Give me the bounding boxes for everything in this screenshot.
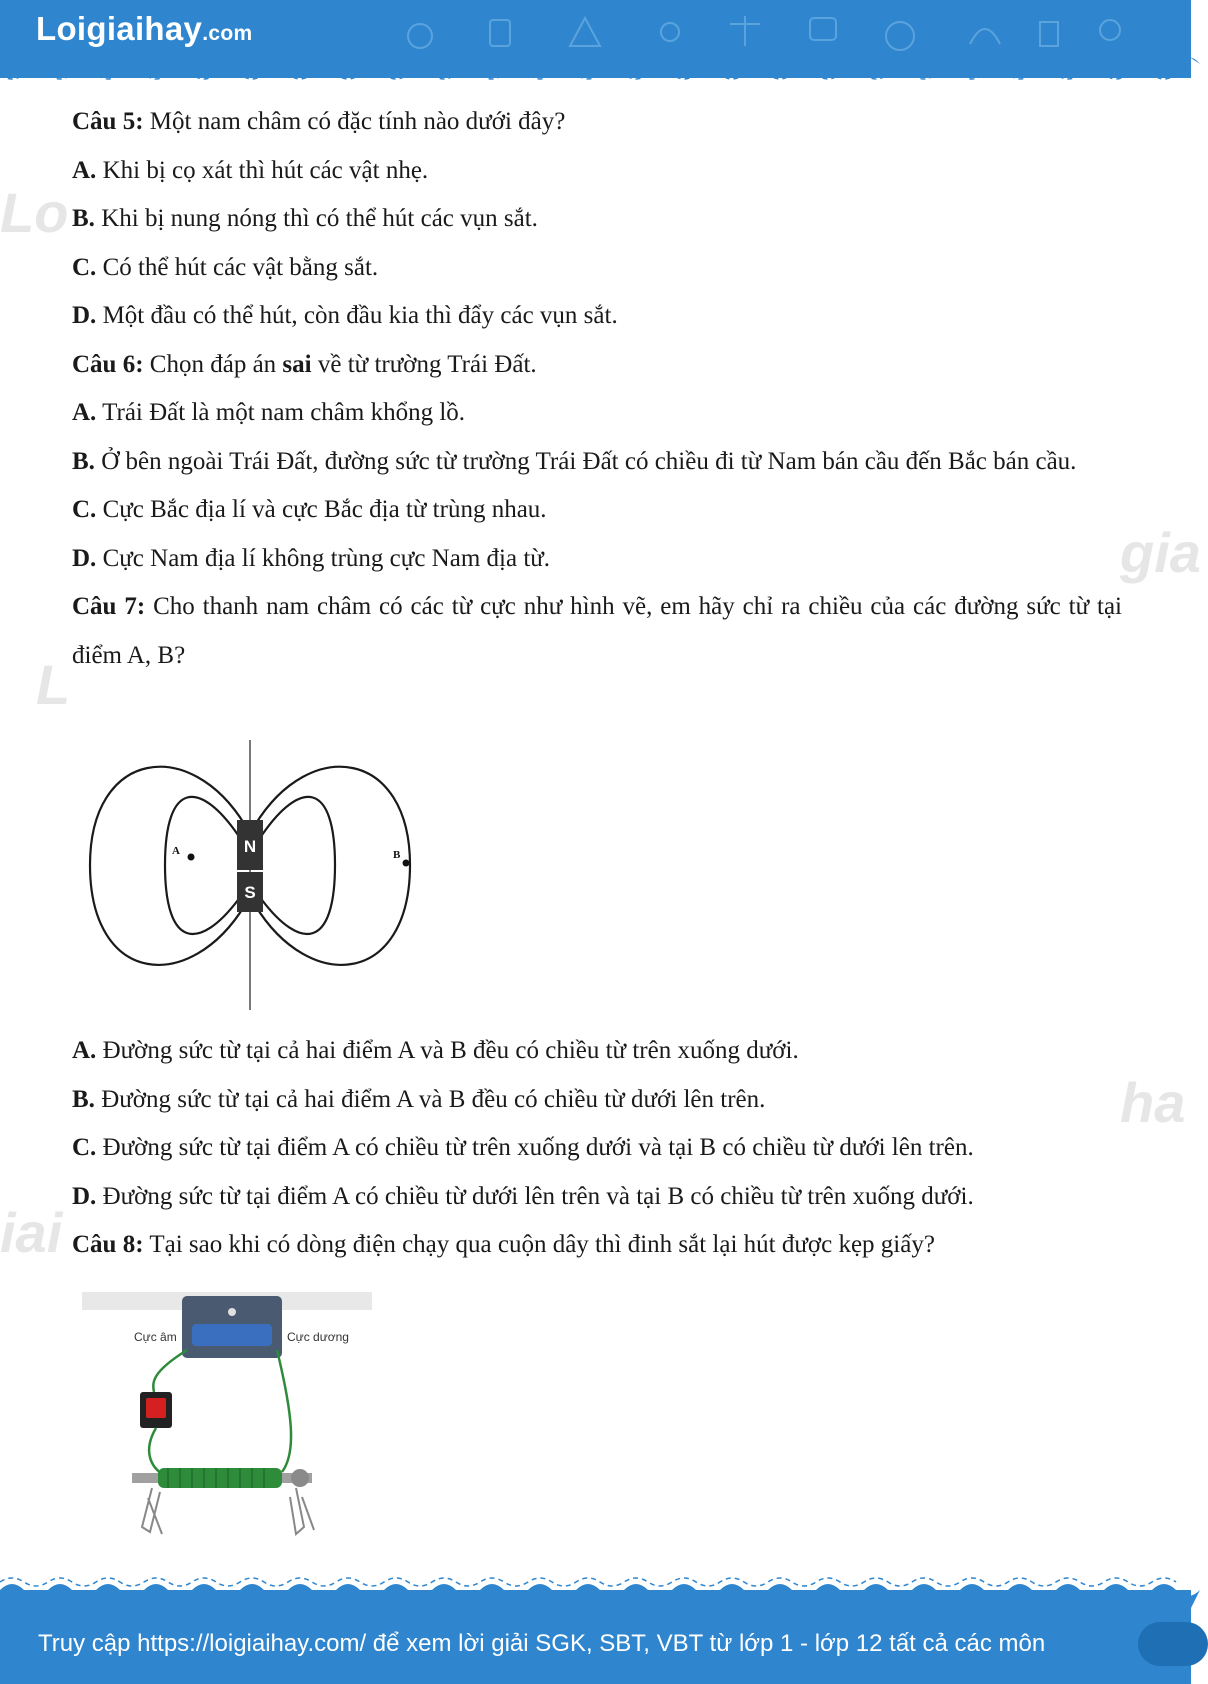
- electromagnet-circuit-figure: [82, 1292, 372, 1562]
- wire-positive: [277, 1350, 291, 1472]
- watermark-fragment: iai: [0, 1201, 63, 1264]
- watermark-fragment: gia: [1120, 521, 1201, 584]
- wire-negative: [153, 1350, 187, 1392]
- question-label: Câu 6:: [72, 350, 144, 378]
- point-a-label: A: [172, 845, 180, 857]
- question-8: [72, 1221, 1122, 1270]
- footer-wave: [0, 1578, 1191, 1608]
- magnet-field-figure: [80, 740, 420, 1010]
- question-text: Một nam châm có đặc tính nào dưới đây?: [143, 108, 566, 135]
- option-text: Đường sức từ tại cả hai điểm A và B đều có chiều từ trên xuống dưới.: [96, 1037, 799, 1064]
- option-label: A.: [72, 156, 97, 184]
- question-label: Câu 8:: [72, 1231, 144, 1258]
- q6-option-d: [72, 535, 1122, 584]
- option-text: Ở bên ngoài Trái Đất, đường sức từ trường Trái Đất có chiều đi từ Nam bán cầu đến Bắc bán cầu.: [94, 447, 1077, 475]
- nail-head-icon: [291, 1469, 309, 1487]
- header-wave: [0, 58, 1191, 88]
- watermark-fragment: L: [36, 653, 71, 716]
- q5-option-d: [72, 292, 1122, 341]
- question-text-before: Chọn đáp án: [143, 350, 283, 378]
- point-a-dot: [188, 854, 195, 861]
- option-label: A.: [72, 1037, 97, 1064]
- watermark-fragment: Lo: [0, 181, 69, 244]
- question-5: [72, 98, 1122, 147]
- battery-icon: [192, 1324, 272, 1346]
- option-label: B.: [72, 447, 95, 475]
- question-7: [72, 583, 1122, 680]
- q6-option-a: [72, 389, 1122, 438]
- question-text: Tại sao khi có dòng điện chạy qua cuộn dây thì đinh sắt lại hút được kẹp giấy?: [143, 1231, 935, 1258]
- option-text: Trái Đất là một nam châm khổng lồ.: [96, 399, 466, 426]
- option-label: D.: [72, 302, 97, 329]
- option-label: C.: [72, 1134, 97, 1161]
- q7-option-d: [72, 1173, 1122, 1222]
- option-text: Khi bị nung nóng thì có thể hút các vụn sắt.: [94, 205, 538, 232]
- question-text-after: về từ trường Trái Đất.: [311, 350, 537, 378]
- document-body: [72, 98, 1122, 680]
- question-label: Câu 5:: [72, 108, 144, 135]
- battery-terminal-icon: [228, 1308, 236, 1316]
- question-text: Cho thanh nam châm có các từ cực như hình vẽ, em hãy chỉ ra chiều của các đường sức từ tại điểm A, B?: [72, 593, 1122, 669]
- point-b-label: B: [393, 849, 401, 861]
- option-label: C.: [72, 496, 97, 523]
- document-body-continued: [72, 1027, 1122, 1270]
- q5-option-c: [72, 244, 1122, 293]
- option-label: D.: [72, 544, 97, 572]
- wire-switch: [149, 1428, 162, 1474]
- option-text: Đường sức từ tại cả hai điểm A và B đều có chiều từ dưới lên trên.: [94, 1085, 766, 1113]
- footer-decoration: [1138, 1622, 1208, 1666]
- option-text: Cực Nam địa lí không trùng cực Nam địa từ.: [96, 544, 551, 572]
- negative-pole-label: Cực âm: [134, 1330, 177, 1344]
- option-label: D.: [72, 1182, 97, 1210]
- option-text: Đường sức từ tại điểm A có chiều từ trên xuống dưới và tại B có chiều từ dưới lên trên.: [96, 1134, 974, 1161]
- watermark-fragment: ha: [1120, 1071, 1186, 1134]
- positive-pole-label: Cực dương: [287, 1330, 349, 1344]
- point-b-dot: [403, 860, 410, 867]
- q7-option-a: [72, 1027, 1122, 1076]
- q7-option-c: [72, 1124, 1122, 1173]
- option-label: A.: [72, 399, 97, 426]
- q5-option-a: [72, 147, 1122, 196]
- header-doodles: [380, 6, 1140, 66]
- q6-option-c: [72, 486, 1122, 535]
- option-label: C.: [72, 253, 97, 281]
- option-label: B.: [72, 1085, 95, 1113]
- option-text: Cực Bắc địa lí và cực Bắc địa từ trùng nhau.: [96, 496, 547, 523]
- q6-option-b: [72, 438, 1122, 487]
- option-text: Có thể hút các vật bằng sắt.: [96, 253, 379, 281]
- option-text: Đường sức từ tại điểm A có chiều từ dưới lên trên và tại B có chiều từ trên xuống dưới.: [96, 1182, 974, 1210]
- pole-n-label: N: [243, 837, 257, 856]
- option-label: B.: [72, 205, 95, 232]
- logo-main: Loigiaihay: [36, 10, 203, 47]
- paper-clip-left-icon: [142, 1488, 162, 1534]
- q7-option-b: [72, 1076, 1122, 1125]
- switch-button-icon[interactable]: [146, 1398, 166, 1418]
- option-text: Khi bị cọ xát thì hút các vật nhẹ.: [96, 156, 429, 184]
- footer-link-text[interactable]: Truy cập https://loigiaihay.com/ để xem lời giải SGK, SBT, VBT từ lớp 1 - lớp 12 tất cả các môn: [38, 1630, 1046, 1657]
- q5-option-b: [72, 195, 1122, 244]
- question-6: [72, 341, 1122, 390]
- question-label: Câu 7:: [72, 593, 146, 620]
- pole-s-label: S: [244, 883, 256, 902]
- question-emphasis: sai: [282, 350, 312, 378]
- option-text: Một đầu có thể hút, còn đầu kia thì đẩy các vụn sắt.: [96, 302, 618, 329]
- logo-domain: .com: [202, 22, 253, 45]
- site-logo[interactable]: [36, 10, 252, 48]
- paper-clip-right-icon: [290, 1488, 314, 1534]
